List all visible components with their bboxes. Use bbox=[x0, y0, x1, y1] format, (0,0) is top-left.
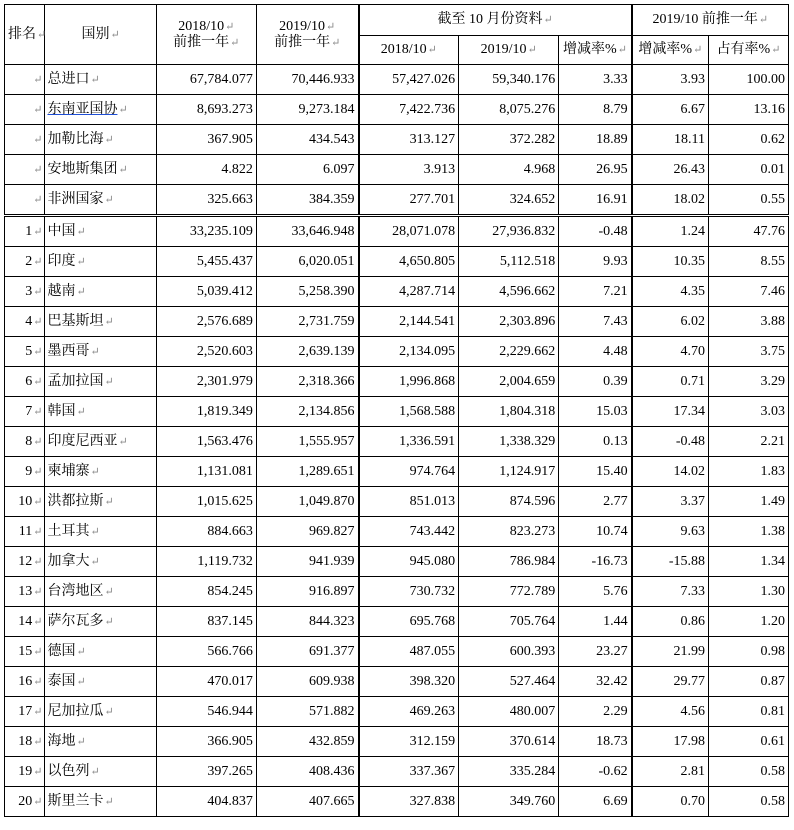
ytd-2018-cell: 4,287.714 bbox=[359, 277, 459, 307]
ytd-growth-cell: 23.27 bbox=[559, 637, 632, 667]
table-row bbox=[5, 367, 789, 397]
ytd-growth-cell: 0.39 bbox=[559, 367, 632, 397]
prev-2018-cell: 854.245 bbox=[156, 577, 256, 607]
prev-2018-cell: 325.663 bbox=[156, 185, 256, 216]
prev-2019-cell: 691.377 bbox=[256, 637, 358, 667]
rank-cell: 4↵ bbox=[5, 307, 45, 337]
prev-2018-cell: 67,784.077 bbox=[156, 65, 256, 95]
share-cell: 8.55 bbox=[709, 247, 789, 277]
ytd-2018-cell: 695.768 bbox=[359, 607, 459, 637]
summary-row bbox=[5, 95, 789, 125]
prev-2019-cell: 571.882 bbox=[256, 697, 358, 727]
country-cell: 越南↵ bbox=[45, 277, 156, 307]
back-growth-cell: 29.77 bbox=[632, 667, 709, 697]
country-cell: 斯里兰卡↵ bbox=[45, 787, 156, 817]
summary-row bbox=[5, 65, 789, 95]
country-cell: 以色列↵ bbox=[45, 757, 156, 787]
ytd-2018-cell: 487.055 bbox=[359, 637, 459, 667]
country-cell: 洪都拉斯↵ bbox=[45, 487, 156, 517]
ytd-2018-cell: 1,568.588 bbox=[359, 397, 459, 427]
ytd-2018-cell: 312.159 bbox=[359, 727, 459, 757]
table-row bbox=[5, 577, 789, 607]
ytd-2019-cell: 772.789 bbox=[459, 577, 559, 607]
rank-cell: ↵ bbox=[5, 95, 45, 125]
ytd-2019-header: 2019/10↵ bbox=[459, 36, 559, 65]
ytd-2018-cell: 398.320 bbox=[359, 667, 459, 697]
country-cell: 加拿大↵ bbox=[45, 547, 156, 577]
table-row bbox=[5, 337, 789, 367]
share-cell: 1.49 bbox=[709, 487, 789, 517]
rank-cell: 8↵ bbox=[5, 427, 45, 457]
table-row bbox=[5, 457, 789, 487]
country-cell: 台湾地区↵ bbox=[45, 577, 156, 607]
ytd-2019-cell: 2,004.659 bbox=[459, 367, 559, 397]
rank-cell: 17↵ bbox=[5, 697, 45, 727]
prev-2018-cell: 366.905 bbox=[156, 727, 256, 757]
prev-2019-cell: 33,646.948 bbox=[256, 216, 358, 247]
ytd-2018-cell: 730.732 bbox=[359, 577, 459, 607]
table-row bbox=[5, 637, 789, 667]
share-cell: 0.61 bbox=[709, 727, 789, 757]
back-growth-cell: 0.86 bbox=[632, 607, 709, 637]
country-cell: 萨尔瓦多↵ bbox=[45, 607, 156, 637]
back-growth-cell: 0.70 bbox=[632, 787, 709, 817]
country-cell: 加勒比海↵ bbox=[45, 125, 156, 155]
ytd-2018-cell: 337.367 bbox=[359, 757, 459, 787]
rank-cell: 14↵ bbox=[5, 607, 45, 637]
ytd-growth-cell: 15.03 bbox=[559, 397, 632, 427]
ytd-2019-cell: 372.282 bbox=[459, 125, 559, 155]
ytd-growth-cell: 2.77 bbox=[559, 487, 632, 517]
prev-2018-cell: 2,301.979 bbox=[156, 367, 256, 397]
back-growth-cell: -15.88 bbox=[632, 547, 709, 577]
table-row bbox=[5, 216, 789, 247]
country-cell: 泰国↵ bbox=[45, 667, 156, 697]
prev-2018-cell: 1,819.349 bbox=[156, 397, 256, 427]
ytd-growth-cell: 26.95 bbox=[559, 155, 632, 185]
country-cell: 孟加拉国↵ bbox=[45, 367, 156, 397]
share-cell: 0.87 bbox=[709, 667, 789, 697]
ytd-growth-cell: -16.73 bbox=[559, 547, 632, 577]
ytd-2019-cell: 324.652 bbox=[459, 185, 559, 216]
prev-2019-cell: 916.897 bbox=[256, 577, 358, 607]
prev-2019-cell: 6.097 bbox=[256, 155, 358, 185]
ytd-2019-cell: 8,075.276 bbox=[459, 95, 559, 125]
country-cell: 墨西哥↵ bbox=[45, 337, 156, 367]
ytd-growth-cell: 0.13 bbox=[559, 427, 632, 457]
prev-2019-cell: 2,731.759 bbox=[256, 307, 358, 337]
prev-2018-cell: 1,563.476 bbox=[156, 427, 256, 457]
ytd-2019-cell: 2,303.896 bbox=[459, 307, 559, 337]
ytd-2019-cell: 480.007 bbox=[459, 697, 559, 727]
back-growth-cell: 3.37 bbox=[632, 487, 709, 517]
ytd-2019-cell: 1,124.917 bbox=[459, 457, 559, 487]
country-cell: 海地↵ bbox=[45, 727, 156, 757]
share-cell: 1.30 bbox=[709, 577, 789, 607]
table-row bbox=[5, 307, 789, 337]
table-row bbox=[5, 427, 789, 457]
rank-cell: 2↵ bbox=[5, 247, 45, 277]
prev-2019-cell: 2,318.366 bbox=[256, 367, 358, 397]
ytd-2019-cell: 1,338.329 bbox=[459, 427, 559, 457]
ytd-growth-cell: 1.44 bbox=[559, 607, 632, 637]
ytd-2018-cell: 277.701 bbox=[359, 185, 459, 216]
table-row bbox=[5, 607, 789, 637]
prev-2019-cell: 1,049.870 bbox=[256, 487, 358, 517]
country-cell: 土耳其↵ bbox=[45, 517, 156, 547]
ytd-2018-cell: 28,071.078 bbox=[359, 216, 459, 247]
prev-2018-cell: 546.944 bbox=[156, 697, 256, 727]
back-growth-cell: 10.35 bbox=[632, 247, 709, 277]
prev-2019-cell: 5,258.390 bbox=[256, 277, 358, 307]
prev-2018-cell: 2,520.603 bbox=[156, 337, 256, 367]
rank-cell: 7↵ bbox=[5, 397, 45, 427]
ytd-2018-cell: 4,650.805 bbox=[359, 247, 459, 277]
back-growth-header: 增减率%↵ bbox=[632, 36, 709, 65]
rank-cell: ↵ bbox=[5, 185, 45, 216]
prev-2019-cell: 2,639.139 bbox=[256, 337, 358, 367]
prev-2018-cell: 4.822 bbox=[156, 155, 256, 185]
ytd-2018-cell: 57,427.026 bbox=[359, 65, 459, 95]
rank-cell: 6↵ bbox=[5, 367, 45, 397]
ytd-2018-cell: 851.013 bbox=[359, 487, 459, 517]
import-statistics-table bbox=[4, 4, 789, 817]
share-cell: 1.38 bbox=[709, 517, 789, 547]
prev-2018-cell: 33,235.109 bbox=[156, 216, 256, 247]
ytd-2019-cell: 4,596.662 bbox=[459, 277, 559, 307]
ytd-2019-cell: 705.764 bbox=[459, 607, 559, 637]
share-cell: 3.29 bbox=[709, 367, 789, 397]
rank-cell: 9↵ bbox=[5, 457, 45, 487]
summary-row bbox=[5, 185, 789, 216]
ytd-2019-cell: 823.273 bbox=[459, 517, 559, 547]
back-growth-cell: 14.02 bbox=[632, 457, 709, 487]
share-cell: 0.01 bbox=[709, 155, 789, 185]
prev-2019-cell: 384.359 bbox=[256, 185, 358, 216]
ytd-2018-cell: 469.263 bbox=[359, 697, 459, 727]
prev-2018-cell: 397.265 bbox=[156, 757, 256, 787]
ytd-growth-cell: 18.73 bbox=[559, 727, 632, 757]
ytd-2019-cell: 349.760 bbox=[459, 787, 559, 817]
ytd-2019-cell: 5,112.518 bbox=[459, 247, 559, 277]
prev-2018-cell: 566.766 bbox=[156, 637, 256, 667]
prev-2019-cell: 70,446.933 bbox=[256, 65, 358, 95]
prev-2019-cell: 1,289.651 bbox=[256, 457, 358, 487]
prev-2018-cell: 5,039.412 bbox=[156, 277, 256, 307]
ytd-2019-cell: 370.614 bbox=[459, 727, 559, 757]
ytd-growth-cell: 4.48 bbox=[559, 337, 632, 367]
back-growth-cell: 18.11 bbox=[632, 125, 709, 155]
table-row bbox=[5, 787, 789, 817]
country-cell: 印度尼西亚↵ bbox=[45, 427, 156, 457]
table-row bbox=[5, 757, 789, 787]
ytd-2019-cell: 27,936.832 bbox=[459, 216, 559, 247]
prev-2019-cell: 1,555.957 bbox=[256, 427, 358, 457]
rank-cell: ↵ bbox=[5, 65, 45, 95]
share-header: 占有率%↵ bbox=[709, 36, 789, 65]
back-growth-cell: 3.93 bbox=[632, 65, 709, 95]
share-cell: 7.46 bbox=[709, 277, 789, 307]
share-cell: 13.16 bbox=[709, 95, 789, 125]
rank-cell: 20↵ bbox=[5, 787, 45, 817]
ytd-2018-cell: 3.913 bbox=[359, 155, 459, 185]
ytd-growth-cell: 7.21 bbox=[559, 277, 632, 307]
ytd-growth-cell: 15.40 bbox=[559, 457, 632, 487]
share-cell: 2.21 bbox=[709, 427, 789, 457]
share-cell: 0.55 bbox=[709, 185, 789, 216]
prev-2018-cell: 1,131.081 bbox=[156, 457, 256, 487]
table-row bbox=[5, 667, 789, 697]
rank-cell: ↵ bbox=[5, 125, 45, 155]
back-growth-cell: 2.81 bbox=[632, 757, 709, 787]
prev-2019-cell: 2,134.856 bbox=[256, 397, 358, 427]
table-row bbox=[5, 727, 789, 757]
share-cell: 3.88 bbox=[709, 307, 789, 337]
ytd-growth-cell: -0.48 bbox=[559, 216, 632, 247]
rank-cell: 16↵ bbox=[5, 667, 45, 697]
table-row bbox=[5, 517, 789, 547]
ytd-growth-cell: 18.89 bbox=[559, 125, 632, 155]
rank-cell: 15↵ bbox=[5, 637, 45, 667]
ytd-growth-header: 增减率%↵ bbox=[559, 36, 632, 65]
ytd-group-header: 截至 10 月份资料↵ bbox=[359, 5, 632, 36]
back-group-header: 2019/10 前推一年↵ bbox=[632, 5, 789, 36]
prev-2019-cell: 941.939 bbox=[256, 547, 358, 577]
ytd-growth-cell: 16.91 bbox=[559, 185, 632, 216]
share-cell: 1.34 bbox=[709, 547, 789, 577]
ytd-growth-cell: 8.79 bbox=[559, 95, 632, 125]
share-cell: 0.58 bbox=[709, 757, 789, 787]
back-growth-cell: 4.56 bbox=[632, 697, 709, 727]
rank-header: 排名↵ bbox=[5, 5, 45, 65]
table-row bbox=[5, 697, 789, 727]
prev-2018-header: 2018/10↵ 前推一年↵ bbox=[156, 5, 256, 65]
ytd-2019-cell: 335.284 bbox=[459, 757, 559, 787]
prev-2018-cell: 837.145 bbox=[156, 607, 256, 637]
prev-2019-cell: 9,273.184 bbox=[256, 95, 358, 125]
ytd-2018-cell: 2,144.541 bbox=[359, 307, 459, 337]
ytd-growth-cell: 7.43 bbox=[559, 307, 632, 337]
share-cell: 47.76 bbox=[709, 216, 789, 247]
rank-cell: 13↵ bbox=[5, 577, 45, 607]
back-growth-cell: 7.33 bbox=[632, 577, 709, 607]
share-cell: 1.83 bbox=[709, 457, 789, 487]
back-growth-cell: 26.43 bbox=[632, 155, 709, 185]
prev-2019-header: 2019/10↵ 前推一年↵ bbox=[256, 5, 358, 65]
rank-cell: 19↵ bbox=[5, 757, 45, 787]
summary-row bbox=[5, 125, 789, 155]
prev-2018-cell: 367.905 bbox=[156, 125, 256, 155]
ytd-2019-cell: 4.968 bbox=[459, 155, 559, 185]
table-row bbox=[5, 547, 789, 577]
prev-2018-cell: 884.663 bbox=[156, 517, 256, 547]
ytd-2018-header: 2018/10↵ bbox=[359, 36, 459, 65]
back-growth-cell: 21.99 bbox=[632, 637, 709, 667]
back-growth-cell: 17.34 bbox=[632, 397, 709, 427]
ytd-2019-cell: 2,229.662 bbox=[459, 337, 559, 367]
ytd-2019-cell: 600.393 bbox=[459, 637, 559, 667]
table-row bbox=[5, 247, 789, 277]
ytd-2019-cell: 874.596 bbox=[459, 487, 559, 517]
table-row bbox=[5, 397, 789, 427]
ytd-growth-cell: -0.62 bbox=[559, 757, 632, 787]
rank-cell: 5↵ bbox=[5, 337, 45, 367]
prev-2018-cell: 470.017 bbox=[156, 667, 256, 697]
country-cell: 印度↵ bbox=[45, 247, 156, 277]
table-row bbox=[5, 277, 789, 307]
ytd-2018-cell: 1,996.868 bbox=[359, 367, 459, 397]
ytd-2019-cell: 786.984 bbox=[459, 547, 559, 577]
ytd-2019-cell: 1,804.318 bbox=[459, 397, 559, 427]
ytd-growth-cell: 32.42 bbox=[559, 667, 632, 697]
country-cell: 安地斯集团↵ bbox=[45, 155, 156, 185]
prev-2018-cell: 8,693.273 bbox=[156, 95, 256, 125]
ytd-2018-cell: 327.838 bbox=[359, 787, 459, 817]
ytd-2018-cell: 313.127 bbox=[359, 125, 459, 155]
country-cell: 总进口↵ bbox=[45, 65, 156, 95]
rank-cell: 1↵ bbox=[5, 216, 45, 247]
ytd-growth-cell: 2.29 bbox=[559, 697, 632, 727]
country-cell: 尼加拉瓜↵ bbox=[45, 697, 156, 727]
back-growth-cell: 6.02 bbox=[632, 307, 709, 337]
share-cell: 0.58 bbox=[709, 787, 789, 817]
country-cell: 韩国↵ bbox=[45, 397, 156, 427]
country-cell: 巴基斯坦↵ bbox=[45, 307, 156, 337]
share-cell: 3.03 bbox=[709, 397, 789, 427]
prev-2018-cell: 1,119.732 bbox=[156, 547, 256, 577]
country-cell: 非洲国家↵ bbox=[45, 185, 156, 216]
ytd-growth-cell: 3.33 bbox=[559, 65, 632, 95]
prev-2019-cell: 6,020.051 bbox=[256, 247, 358, 277]
back-growth-cell: 9.63 bbox=[632, 517, 709, 547]
ytd-2018-cell: 1,336.591 bbox=[359, 427, 459, 457]
prev-2019-cell: 432.859 bbox=[256, 727, 358, 757]
ytd-growth-cell: 9.93 bbox=[559, 247, 632, 277]
country-header: 国别↵ bbox=[45, 5, 156, 65]
ytd-2018-cell: 974.764 bbox=[359, 457, 459, 487]
ytd-2018-cell: 743.442 bbox=[359, 517, 459, 547]
back-growth-cell: -0.48 bbox=[632, 427, 709, 457]
back-growth-cell: 1.24 bbox=[632, 216, 709, 247]
back-growth-cell: 0.71 bbox=[632, 367, 709, 397]
ytd-growth-cell: 6.69 bbox=[559, 787, 632, 817]
back-growth-cell: 4.70 bbox=[632, 337, 709, 367]
prev-2019-cell: 969.827 bbox=[256, 517, 358, 547]
back-growth-cell: 4.35 bbox=[632, 277, 709, 307]
prev-2018-cell: 404.837 bbox=[156, 787, 256, 817]
prev-2018-cell: 1,015.625 bbox=[156, 487, 256, 517]
country-cell: 德国↵ bbox=[45, 637, 156, 667]
rank-cell: ↵ bbox=[5, 155, 45, 185]
ytd-2018-cell: 2,134.095 bbox=[359, 337, 459, 367]
rank-cell: 12↵ bbox=[5, 547, 45, 577]
ytd-2018-cell: 945.080 bbox=[359, 547, 459, 577]
table-row bbox=[5, 487, 789, 517]
share-cell: 100.00 bbox=[709, 65, 789, 95]
share-cell: 0.98 bbox=[709, 637, 789, 667]
ytd-growth-cell: 5.76 bbox=[559, 577, 632, 607]
ytd-growth-cell: 10.74 bbox=[559, 517, 632, 547]
country-cell: 柬埔寨↵ bbox=[45, 457, 156, 487]
prev-2019-cell: 844.323 bbox=[256, 607, 358, 637]
share-cell: 3.75 bbox=[709, 337, 789, 367]
summary-row bbox=[5, 155, 789, 185]
ytd-2018-cell: 7,422.736 bbox=[359, 95, 459, 125]
ytd-2019-cell: 527.464 bbox=[459, 667, 559, 697]
back-growth-cell: 18.02 bbox=[632, 185, 709, 216]
back-growth-cell: 6.67 bbox=[632, 95, 709, 125]
back-growth-cell: 17.98 bbox=[632, 727, 709, 757]
country-cell: 东南亚国协↵ bbox=[45, 95, 156, 125]
prev-2018-cell: 5,455.437 bbox=[156, 247, 256, 277]
prev-2019-cell: 408.436 bbox=[256, 757, 358, 787]
prev-2019-cell: 434.543 bbox=[256, 125, 358, 155]
prev-2018-cell: 2,576.689 bbox=[156, 307, 256, 337]
share-cell: 0.62 bbox=[709, 125, 789, 155]
rank-cell: 11↵ bbox=[5, 517, 45, 547]
country-cell: 中国↵ bbox=[45, 216, 156, 247]
prev-2019-cell: 407.665 bbox=[256, 787, 358, 817]
rank-cell: 10↵ bbox=[5, 487, 45, 517]
share-cell: 1.20 bbox=[709, 607, 789, 637]
ytd-2019-cell: 59,340.176 bbox=[459, 65, 559, 95]
rank-cell: 3↵ bbox=[5, 277, 45, 307]
share-cell: 0.81 bbox=[709, 697, 789, 727]
rank-cell: 18↵ bbox=[5, 727, 45, 757]
prev-2019-cell: 609.938 bbox=[256, 667, 358, 697]
